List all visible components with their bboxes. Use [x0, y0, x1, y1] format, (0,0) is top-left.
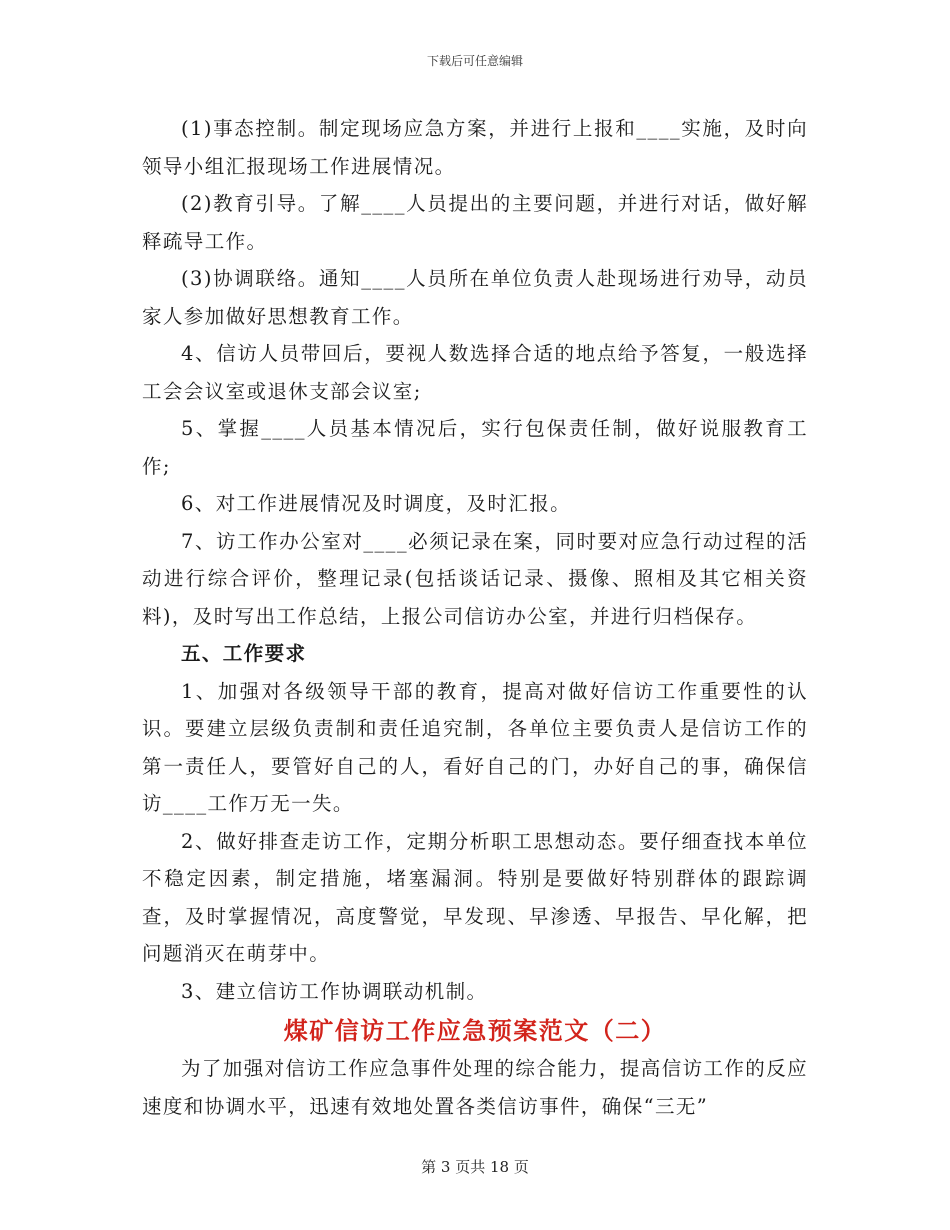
section-heading: 五、工作要求 — [181, 642, 307, 665]
page-header: 下载后可任意编辑 — [426, 54, 523, 68]
paragraph-2: (2)教育引导。了解____人员提出的主要问题，并进行对话，做好解释疏导工作。 — [142, 192, 808, 253]
requirement-3: 3、建立信访工作协调联动机制。 — [181, 979, 488, 1003]
document-title: 煤矿信访工作应急预案范文（二） — [283, 1016, 667, 1045]
requirement-1: 1、加强对各级领导干部的教育，提高对做好信访工作重要性的认识。要建立层级负责制和责任追究制，各单位主要负责人是信访工作的第一责任人，要管好自己的人，看好自己的门，办好自己的事，确保信访____工作万无一失。 — [142, 679, 808, 815]
document-body — [142, 110, 808, 1125]
paragraph-6: 6、对工作进展情况及时调度，及时汇报。 — [181, 492, 572, 515]
paragraph-5: 5、掌握____人员基本情况后，实行包保责任制，做好说服教育工作; — [142, 417, 808, 478]
intro-paragraph: 为了加强对信访工作应急事件处理的综合能力，提高信访工作的反应速度和协调水平，迅速有效地处置各类信访事件，确保“三无” — [142, 1057, 809, 1118]
requirement-2: 2、做好排查走访工作，定期分析职工思想动态。要仔细查找本单位不稳定因素，制定措施，堵塞漏洞。特别是要做好特别群体的跟踪调查，及时掌握情况，高度警觉，早发现、早渗透、早报告、早化解，把问题消灭在萌芽中。 — [142, 829, 808, 965]
paragraph-3: (3)协调联络。通知____人员所在单位负责人赴现场进行劝导，动员家人参加做好思想教育工作。 — [142, 267, 808, 328]
page-number: 第 3 页共 18 页 — [421, 1158, 529, 1176]
paragraph-7: 7、访工作办公室对____必须记录在案，同时要对应急行动过程的活动进行综合评价，整理记录(包括谈话记录、摄像、照相及其它相关资料)，及时写出工作总结，上报公司信访办公室，并进行归档保存。 — [142, 529, 808, 628]
paragraph-1: (1)事态控制。制定现场应急方案，并进行上报和____实施，及时向领导小组汇报现场工作进展情况。 — [142, 117, 808, 178]
paragraph-4: 4、信访人员带回后，要视人数选择合适的地点给予答复，一般选择工会会议室或退休支部会议室; — [142, 342, 808, 403]
